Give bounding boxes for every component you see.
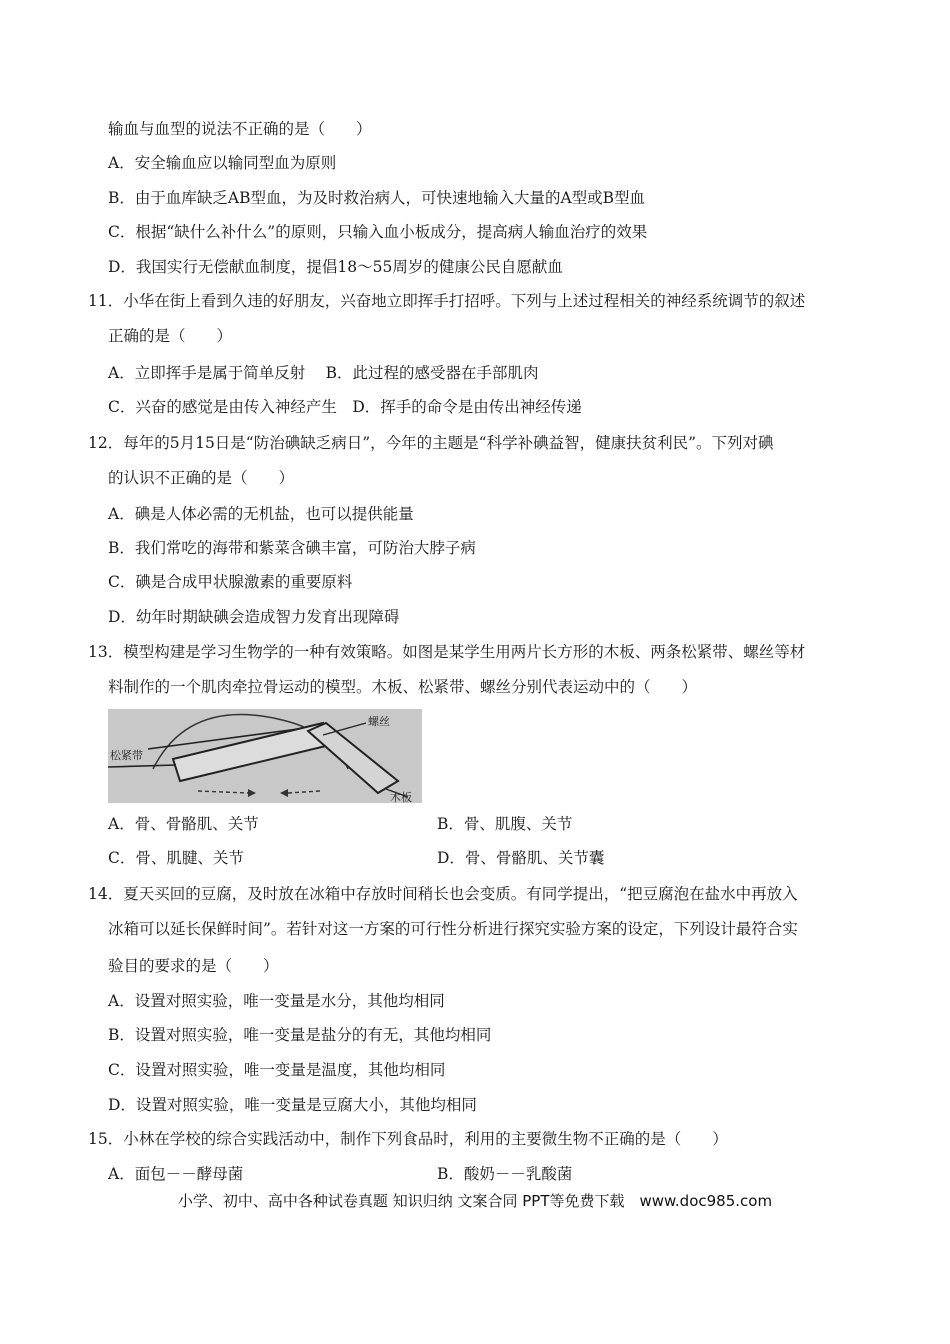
q10-option-d: D．我国实行无偿献血制度，提倡18～55周岁的健康公民自愿献血 [108,258,563,276]
q13-stem-cont: 料制作的一个肌肉牵拉骨运动的模型。木板、松紧带、螺丝分别代表运动中的（ ） [108,678,698,696]
q14-option-a: A．设置对照实验，唯一变量是水分，其他均相同 [108,992,445,1010]
q10-option-a: A．安全输血应以输同型血为原则 [108,154,337,172]
q13-option-c: C．骨、肌腱、关节 [108,849,244,867]
label-screw: 螺丝 [368,715,390,728]
q12-stem-cont: 的认识不正确的是（ ） [108,469,295,487]
q15-option-a: A．面包－－酵母菌 [108,1165,244,1183]
q14-stem-cont-2: 验目的要求的是（ ） [108,957,279,975]
label-band: 松紧带 [110,749,143,762]
q13-option-a: A．骨、骨骼肌、关节 [108,815,259,833]
q10-option-b: B．由于血库缺乏AB型血，为及时救治病人，可快速地输入大量的A型或B型血 [108,189,646,207]
q11-stem-cont: 正确的是（ ） [108,327,233,345]
q12-option-a: A．碘是人体必需的无机盐，也可以提供能量 [108,505,414,523]
q14-option-d: D．设置对照实验，唯一变量是豆腐大小，其他均相同 [108,1096,477,1114]
q11-options-ab: A．立即挥手是属于简单反射 B．此过程的感受器在手部肌肉 [108,364,539,382]
label-board: 木板 [390,791,412,803]
q12-option-b: B．我们常吃的海带和紫菜含碘丰富，可防治大脖子病 [108,539,476,557]
q13-stem: 13．模型构建是学习生物学的一种有效策略。如图是某学生用两片长方形的木板、两条松紧带、螺丝等材 [88,643,806,661]
q11-stem: 11．小华在街上看到久违的好朋友，兴奋地立即挥手打招呼。下列与上述过程相关的神经系统调节的叙述 [88,292,806,310]
q14-stem-cont: 冰箱可以延长保鲜时间”。若针对这一方案的可行性分析进行探究实验方案的设定，下列设计最符合实 [108,920,798,938]
q15-option-b: B．酸奶－－乳酸菌 [437,1165,573,1183]
q14-stem: 14．夏天买回的豆腐，及时放在冰箱中存放时间稍长也会变质。有同学提出，“把豆腐泡在盐水中再放入 [88,885,798,903]
q12-stem: 12．每年的5月15日是“防治碘缺乏病日”，今年的主题是“科学补碘益智，健康扶贫利民”。下列对碘 [88,434,774,452]
q14-option-c: C．设置对照实验，唯一变量是温度，其他均相同 [108,1061,446,1079]
q12-option-c: C．碘是合成甲状腺激素的重要原料 [108,573,353,591]
q13-option-b: B．骨、肌腹、关节 [437,815,573,833]
q12-option-d: D．幼年时期缺碘会造成智力发育出现障碍 [108,608,400,626]
q11-options-cd: C．兴奋的感觉是由传入神经产生 D．挥手的命令是由传出神经传递 [108,398,582,416]
q15-stem: 15．小林在学校的综合实践活动中，制作下列食品时，利用的主要微生物不正确的是（ ） [88,1130,728,1148]
q14-option-b: B．设置对照实验，唯一变量是盐分的有无，其他均相同 [108,1026,492,1044]
q10-option-c: C．根据“缺什么补什么”的原则，只输入血小板成分，提高病人输血治疗的效果 [108,223,648,241]
muscle-model-diagram [108,709,422,803]
muscle-model-figure [108,709,422,803]
q13-option-d: D．骨、骨骼肌、关节囊 [437,849,605,867]
page-footer: 小学、初中、高中各种试卷真题 知识归纳 文案合同 PPT等免费下载 www.doc985.com [177,1192,773,1210]
q10-stem-tail: 输血与血型的说法不正确的是（ ） [108,120,372,138]
